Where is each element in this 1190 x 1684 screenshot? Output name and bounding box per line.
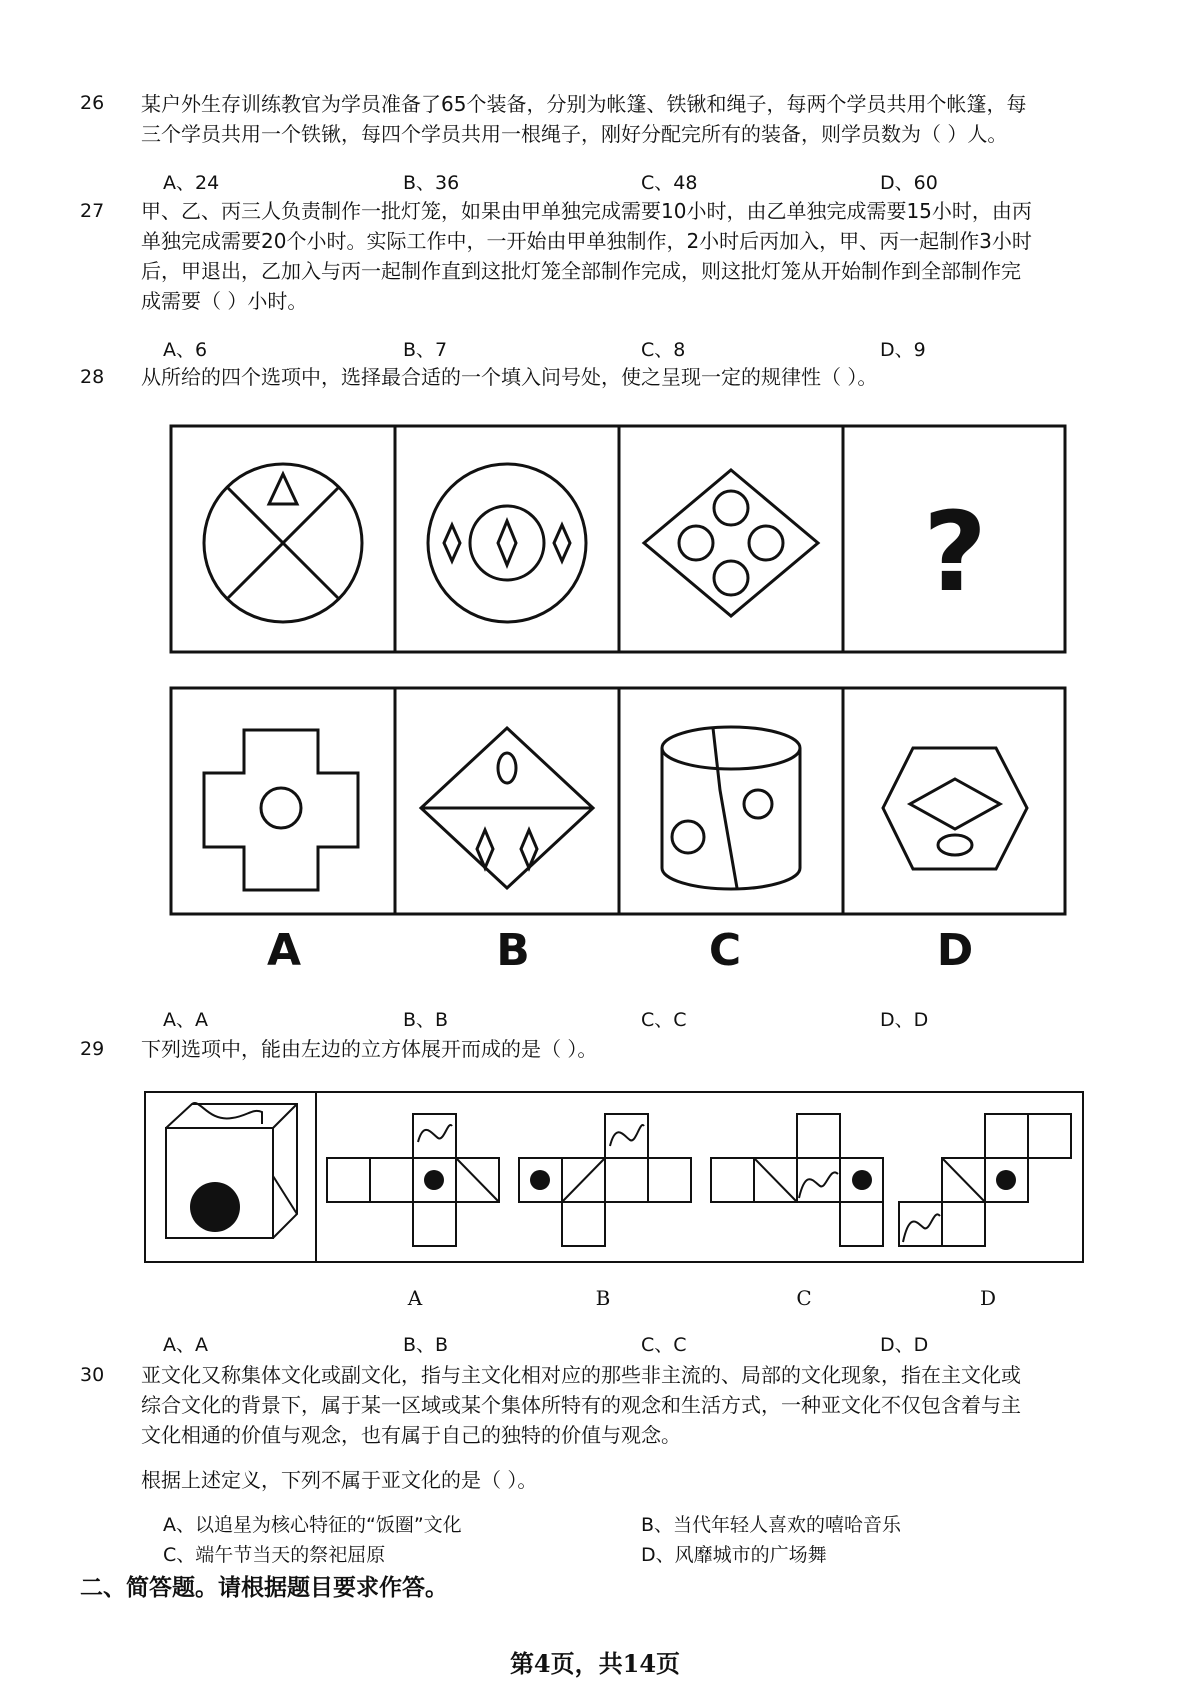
question-line: 单独完成需要20个小时。实际工作中，一开始由甲单独制作，2小时后丙加入，甲、丙一起制作3小时 — [141, 229, 1032, 253]
cube-shape — [166, 1103, 297, 1238]
figure-label-a: A — [266, 925, 302, 976]
question-line: 甲、乙、丙三人负责制作一批灯笼，如果由甲单独完成需要10小时，由乙单独完成需要15小时，由丙 — [141, 199, 1032, 223]
question-line: 综合文化的背景下，属于某一区域或某个集体所特有的观念和生活方式，一种亚文化不仅包含着与主 — [141, 1393, 1021, 1417]
net-d-shape — [899, 1114, 1071, 1246]
option-a[interactable]: A、A — [163, 1334, 208, 1356]
question-number: 29 — [80, 1038, 105, 1060]
question-line: 亚文化又称集体文化或副文化，指与主文化相对应的那些非主流的、局部的文化现象，指在主文化或 — [141, 1363, 1021, 1387]
option-b[interactable]: B、当代年轻人喜欢的嘻哈音乐 — [641, 1514, 902, 1536]
figure-label-b: B — [595, 1286, 611, 1310]
net-a-shape — [327, 1114, 499, 1246]
option-d[interactable]: D、D — [880, 1334, 929, 1356]
option-d[interactable]: D、风靡城市的广场舞 — [641, 1544, 827, 1566]
circle-cross-triangle-shape — [204, 464, 362, 622]
net-b-shape — [519, 1114, 691, 1246]
figure-label-b: B — [496, 925, 530, 976]
section-title: 二、简答题。请根据题目要求作答。 — [80, 1575, 448, 1601]
option-b[interactable]: B、36 — [403, 172, 460, 194]
question-line: 后，甲退出，乙加入与丙一起制作直到这批灯笼全部制作完成，则这批灯笼从开始制作到全部制作完 — [141, 259, 1021, 283]
question-line: 文化相通的价值与观念，也有属于自己的独特的价值与观念。 — [141, 1423, 681, 1447]
q29-figure — [0, 1090, 1190, 1280]
option-a[interactable]: A、24 — [163, 172, 220, 194]
option-d[interactable]: D、60 — [880, 172, 938, 194]
question-number: 27 — [80, 200, 105, 222]
option-d-hexagon-shape — [883, 748, 1027, 869]
option-c[interactable]: C、C — [641, 1334, 687, 1356]
question-prompt: 根据上述定义，下列不属于亚文化的是（ ）。 — [141, 1468, 538, 1492]
option-a[interactable]: A、A — [163, 1009, 208, 1031]
option-d[interactable]: D、9 — [880, 339, 926, 361]
question-number: 30 — [80, 1364, 105, 1386]
option-a[interactable]: A、6 — [163, 339, 208, 361]
net-c-shape — [711, 1114, 883, 1246]
figure-label-d: D — [936, 925, 974, 976]
question-line: 下列选项中，能由左边的立方体展开而成的是（ ）。 — [141, 1037, 598, 1061]
option-a[interactable]: A、以追星为核心特征的“饭圈”文化 — [163, 1514, 462, 1536]
question-text — [141, 1360, 1081, 1450]
option-c[interactable]: C、48 — [641, 172, 698, 194]
option-c-cylinder-shape — [662, 727, 800, 889]
option-c[interactable]: C、C — [641, 1009, 687, 1031]
diamond-four-circles-shape — [644, 470, 818, 616]
figure-label-c: C — [708, 925, 742, 976]
option-d[interactable]: D、D — [880, 1009, 929, 1031]
question-line: 某户外生存训练教官为学员准备了65个装备，分别为帐篷、铁锹和绳子，每两个学员共用个帐篷，每 — [141, 92, 1027, 116]
option-c[interactable]: C、8 — [641, 339, 686, 361]
figure-label-a: A — [407, 1286, 423, 1310]
option-c[interactable]: C、端午节当天的祭祀屈原 — [163, 1544, 386, 1566]
question-number: 28 — [80, 366, 105, 388]
question-line: 三个学员共用一个铁锹，每四个学员共用一根绳子，刚好分配完所有的装备，则学员数为（ ）人。 — [141, 122, 1008, 146]
question-mark: ? — [923, 488, 987, 616]
question-line: 成需要（ ）小时。 — [141, 289, 308, 313]
question-number: 26 — [80, 92, 105, 114]
option-b[interactable]: B、7 — [403, 339, 448, 361]
figure-label-c: C — [796, 1286, 812, 1310]
question-text — [141, 1034, 1081, 1064]
bottom-row-frame — [171, 688, 1065, 914]
option-b[interactable]: B、B — [403, 1334, 449, 1356]
question-line: 从所给的四个选项中，选择最合适的一个填入问号处，使之呈现一定的规律性（ ）。 — [141, 365, 878, 389]
page-footer: 第4页，共14页 — [509, 1649, 681, 1678]
option-a-cross-circle-shape — [204, 730, 358, 890]
figure-label-d: D — [979, 1286, 997, 1310]
option-b[interactable]: B、B — [403, 1009, 449, 1031]
double-circle-diamonds-shape — [428, 464, 586, 622]
option-b-diamond-split-shape — [421, 728, 593, 888]
